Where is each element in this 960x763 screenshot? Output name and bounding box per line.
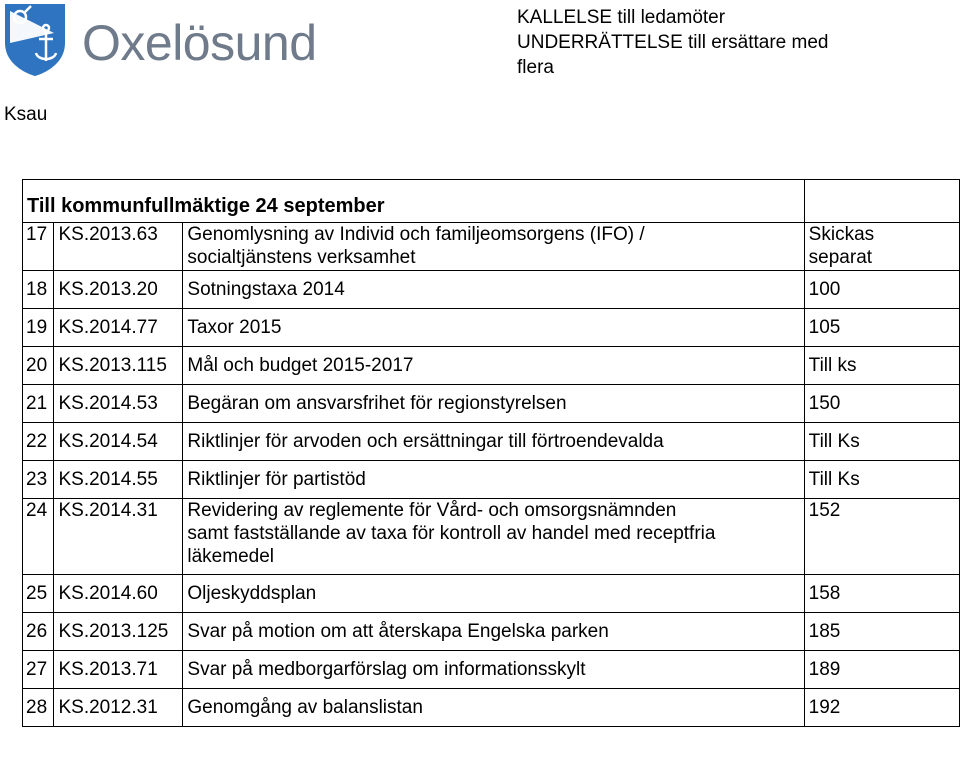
item-title-line: Riktlinjer för arvoden och ersättningar till förtroendevalda <box>187 431 664 452</box>
item-page <box>804 223 959 271</box>
item-title <box>183 385 804 423</box>
item-number <box>23 423 54 461</box>
case-reference-line: KS.2013.125 <box>58 621 169 642</box>
item-number-line: 23 <box>26 469 48 490</box>
section-title: Till kommunfullmäktige 24 september <box>23 180 805 223</box>
item-number <box>23 347 54 385</box>
agenda-row <box>23 651 960 689</box>
section-header-blank <box>804 180 959 223</box>
item-title <box>183 613 804 651</box>
item-page-line: 192 <box>808 697 841 718</box>
notice-line: flera <box>517 57 554 78</box>
case-reference-line: KS.2014.77 <box>58 317 158 338</box>
agenda-row <box>23 575 960 613</box>
item-page <box>804 499 959 575</box>
item-title-line: Riktlinjer för partistöd <box>187 469 366 490</box>
item-page-line: 158 <box>808 583 841 604</box>
case-reference-line: KS.2014.54 <box>58 431 158 452</box>
item-title-line: Sotningstaxa 2014 <box>187 279 345 300</box>
item-page-line: 185 <box>808 621 841 642</box>
agenda-row <box>23 223 960 271</box>
case-reference <box>54 689 183 727</box>
item-page <box>804 651 959 689</box>
item-number <box>23 385 54 423</box>
notice-heading <box>517 5 937 80</box>
case-reference-line: KS.2014.31 <box>58 500 158 521</box>
agenda-row <box>23 309 960 347</box>
item-number <box>23 461 54 499</box>
item-title-line: samt fastställande av taxa för kontroll av handel med receptfria <box>187 523 716 544</box>
item-number-line: 17 <box>26 224 48 245</box>
item-number-line: 18 <box>26 279 48 300</box>
agenda-row <box>23 499 960 575</box>
item-title-line: Revidering av reglemente för Vård- och omsorgsnämnden <box>187 500 677 521</box>
coat-of-arms-icon <box>4 3 66 77</box>
item-number <box>23 689 54 727</box>
item-title <box>183 223 804 271</box>
item-page-line: 152 <box>808 500 841 521</box>
item-title <box>183 309 804 347</box>
item-title <box>183 461 804 499</box>
case-reference <box>54 461 183 499</box>
item-number-line: 27 <box>26 659 48 680</box>
item-number <box>23 651 54 689</box>
case-reference <box>54 499 183 575</box>
item-number-line: 22 <box>26 431 48 452</box>
item-title-line: socialtjänstens verksamhet <box>187 247 416 268</box>
item-title-line: Genomlysning av Individ och familjeomsorgens (IFO) / <box>187 224 645 245</box>
notice-line: UNDERRÄTTELSE till ersättare med <box>517 32 829 53</box>
item-number <box>23 271 54 309</box>
org-name: Oxelösund <box>82 15 317 71</box>
item-title-line: Svar på medborgarförslag om informationsskylt <box>187 659 586 680</box>
item-number-line: 21 <box>26 393 48 414</box>
item-title-line: Taxor 2015 <box>187 317 282 338</box>
case-reference <box>54 613 183 651</box>
item-number <box>23 575 54 613</box>
municipality-logo <box>4 3 66 82</box>
item-title <box>183 651 804 689</box>
item-number <box>23 223 54 271</box>
case-reference <box>54 651 183 689</box>
item-page <box>804 613 959 651</box>
item-page <box>804 689 959 727</box>
item-page-line: Skickas <box>808 224 875 245</box>
item-number-line: 19 <box>26 317 48 338</box>
item-page <box>804 461 959 499</box>
item-number <box>23 309 54 347</box>
case-reference-line: KS.2013.20 <box>58 279 158 300</box>
item-page-line: 100 <box>808 279 841 300</box>
item-title-line: Svar på motion om att återskapa Engelska parken <box>187 621 609 642</box>
item-page-line: separat <box>808 247 873 268</box>
case-reference-line: KS.2014.53 <box>58 393 158 414</box>
item-page <box>804 423 959 461</box>
item-page <box>804 575 959 613</box>
item-page-line: 189 <box>808 659 841 680</box>
item-number-line: 25 <box>26 583 48 604</box>
item-title <box>183 347 804 385</box>
case-reference <box>54 423 183 461</box>
case-reference <box>54 309 183 347</box>
item-title <box>183 689 804 727</box>
item-number-line: 28 <box>26 697 48 718</box>
agenda-row <box>23 461 960 499</box>
item-title <box>183 499 804 575</box>
item-page <box>804 347 959 385</box>
case-reference-line: KS.2013.63 <box>58 224 158 245</box>
item-page-line: Till Ks <box>808 469 860 490</box>
agenda-row <box>23 613 960 651</box>
item-title-line: läkemedel <box>187 546 274 567</box>
case-reference <box>54 575 183 613</box>
item-page <box>804 309 959 347</box>
item-page <box>804 385 959 423</box>
case-reference-line: KS.2013.115 <box>58 355 167 376</box>
item-page-line: 150 <box>808 393 841 414</box>
item-number <box>23 613 54 651</box>
item-title-line: Begäran om ansvarsfrihet för regionstyrelsen <box>187 393 567 414</box>
item-page-line: 105 <box>808 317 841 338</box>
case-reference-line: KS.2014.55 <box>58 469 158 490</box>
case-reference-line: KS.2012.31 <box>58 697 158 718</box>
item-title-line: Oljeskyddsplan <box>187 583 317 604</box>
agenda-table <box>22 179 960 727</box>
case-reference <box>54 271 183 309</box>
case-reference <box>54 385 183 423</box>
agenda-row <box>23 423 960 461</box>
case-reference <box>54 347 183 385</box>
agenda-row <box>23 385 960 423</box>
item-number <box>23 499 54 575</box>
item-title-line: Genomgång av balanslistan <box>187 697 423 718</box>
committee-label: Ksau <box>4 104 48 125</box>
agenda-row <box>23 271 960 309</box>
item-title <box>183 575 804 613</box>
agenda-row <box>23 347 960 385</box>
item-title <box>183 271 804 309</box>
item-number-line: 24 <box>26 500 48 521</box>
item-number-line: 20 <box>26 355 48 376</box>
item-number-line: 26 <box>26 621 48 642</box>
notice-line: KALLELSE till ledamöter <box>517 7 726 28</box>
case-reference <box>54 223 183 271</box>
item-title-line: Mål och budget 2015-2017 <box>187 355 414 376</box>
item-page <box>804 271 959 309</box>
item-page-line: Till Ks <box>808 431 860 452</box>
item-title <box>183 423 804 461</box>
item-page-line: Till ks <box>808 355 857 376</box>
section-header-row <box>23 180 960 223</box>
case-reference-line: KS.2013.71 <box>58 659 158 680</box>
agenda-row <box>23 689 960 727</box>
case-reference-line: KS.2014.60 <box>58 583 158 604</box>
